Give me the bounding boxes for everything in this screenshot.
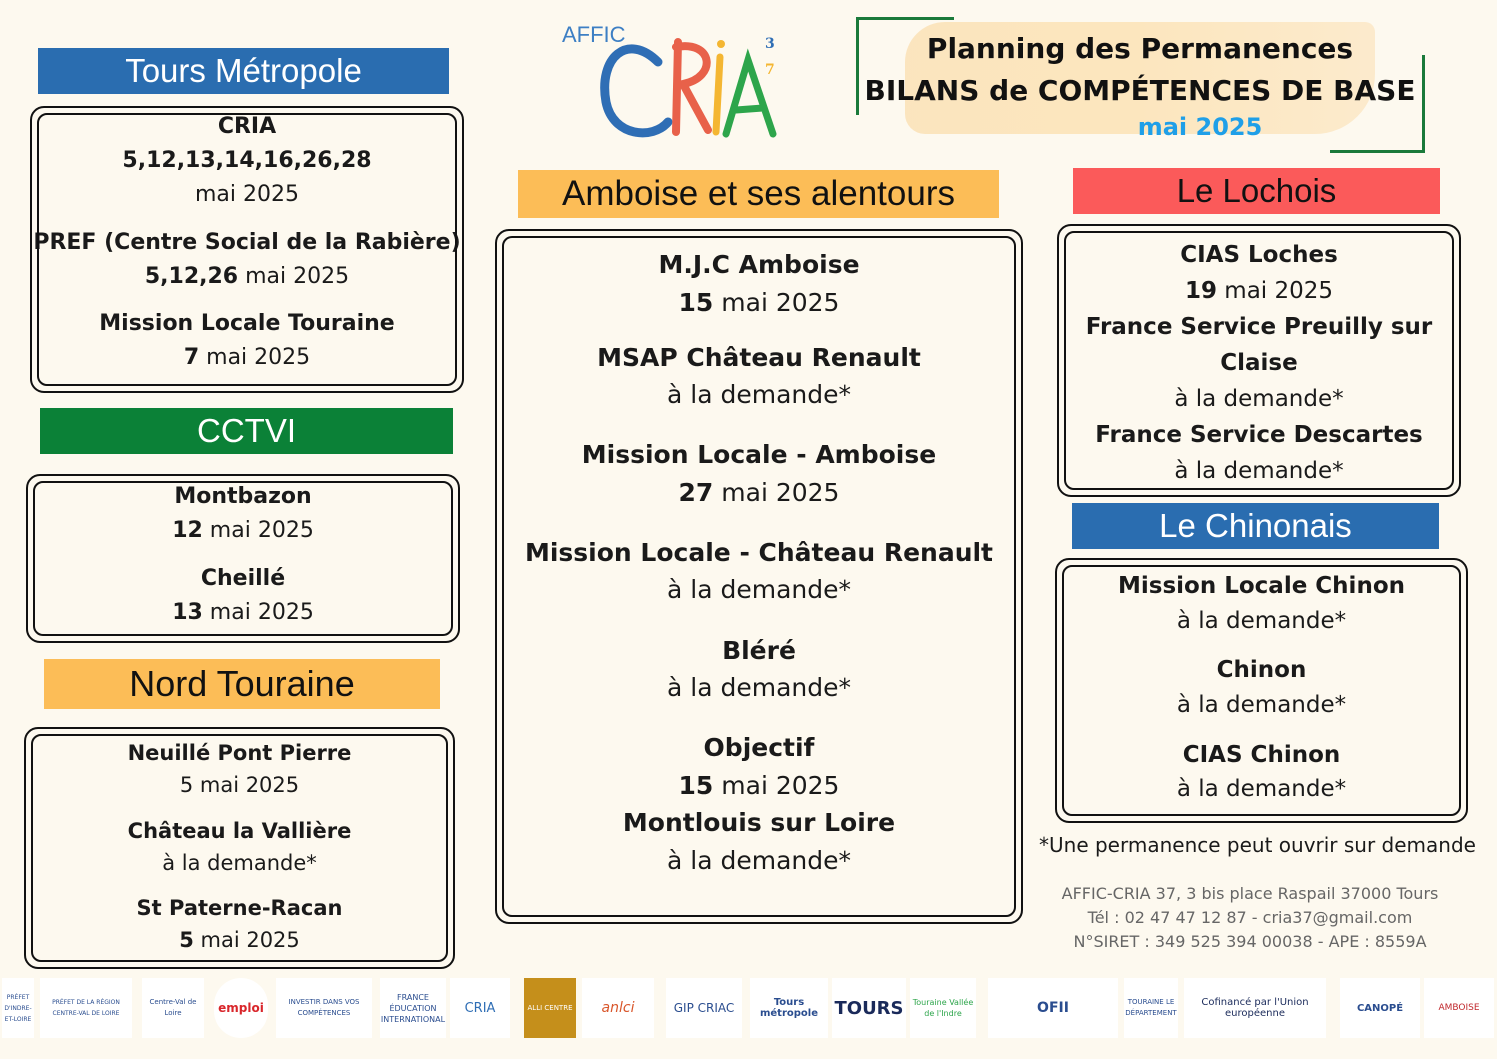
lochois-header: Le Lochois <box>1073 168 1440 214</box>
amboise-mla-name: Mission Locale - Amboise <box>581 440 937 469</box>
tours-pref-name: PREF (Centre Social de la Rabière) <box>33 230 461 255</box>
tours-metropole-header: Tours Métropole <box>38 48 449 94</box>
cctvi-box <box>26 474 460 643</box>
logo-prefix: AFFIC <box>562 22 626 47</box>
page-month: mai 2025 <box>1137 113 1263 141</box>
chinonais-mlc-date: à la demande* <box>1176 608 1347 634</box>
lochois-preuilly-name-2: Claise <box>1220 350 1298 376</box>
partner-logo-canope: CANOPÉ <box>1340 978 1420 1038</box>
amboise-blere-date: à la demande* <box>667 673 851 702</box>
lochois-descartes-date: à la demande* <box>1174 458 1344 484</box>
partner-logo-cria: CRIA <box>450 978 510 1038</box>
cctvi-montbazon-name: Montbazon <box>174 484 312 509</box>
partner-logo-anlci: anlci <box>582 978 654 1038</box>
nord-neuille-name: Neuillé Pont Pierre <box>127 741 352 765</box>
amboise-mjc-date: 15 mai 2025 <box>678 288 840 317</box>
lochois-preuilly-date: à la demande* <box>1174 386 1344 412</box>
nord-paterne-date: 5 mai 2025 <box>179 928 300 952</box>
page-subtitle: BILANS de COMPÉTENCES DE BASE <box>864 74 1416 107</box>
logo-num-3: 3 <box>765 36 775 52</box>
amboise-msap-date: à la demande* <box>667 380 851 409</box>
amboise-box <box>495 229 1023 924</box>
nord-touraine-header: Nord Touraine <box>44 659 440 709</box>
lochois-preuilly-name: France Service Preuilly sur <box>1085 314 1433 340</box>
partner-logo-tours-metropole: Tours métropole <box>750 978 828 1038</box>
partner-logo-ofii: OFII <box>988 978 1118 1038</box>
partner-logo-alli-centre: ALLI CENTRE <box>524 978 576 1038</box>
partner-logo-gip-criac: GIP CRIAC <box>666 978 742 1038</box>
chinonais-chinon-name: Chinon <box>1216 657 1307 683</box>
cria-logo <box>558 22 788 147</box>
footnote: *Une permanence peut ouvrir sur demande <box>1039 833 1476 857</box>
nord-chateau-name: Château la Vallière <box>127 819 352 843</box>
lochois-cias-date: 19 mai 2025 <box>1184 278 1334 304</box>
amboise-montlouis-date: à la demande* <box>667 846 851 875</box>
page-title: Planning des Permanences <box>926 32 1354 65</box>
contact-address: AFFIC-CRIA 37, 3 bis place Raspail 37000 Tours <box>1061 884 1439 903</box>
amboise-mla-date: 27 mai 2025 <box>678 478 840 507</box>
amboise-msap-name: MSAP Château Renault <box>597 343 921 372</box>
partner-logo-france-education: FRANCE ÉDUCATION INTERNATIONAL <box>380 978 446 1038</box>
nord-touraine-box <box>24 727 455 969</box>
nord-paterne-name: St Paterne-Racan <box>136 896 343 920</box>
partner-logo-prefet-region: PRÉFET DE LA RÉGION CENTRE-VAL DE LOIRE <box>40 978 132 1038</box>
chinonais-box <box>1055 558 1468 823</box>
tours-metropole-box <box>30 106 464 393</box>
tours-cria-dates: 5,12,13,14,16,26,28 <box>122 148 372 173</box>
partner-logo-centre-val-de-loire: Centre-Val de Loire <box>142 978 204 1038</box>
chinonais-header: Le Chinonais <box>1072 503 1439 549</box>
lochois-cias-name: CIAS Loches <box>1180 242 1338 268</box>
tours-cria-name: CRIA <box>217 114 277 139</box>
partner-logo-investir-competences: INVESTIR DANS VOS COMPÉTENCES <box>276 978 372 1038</box>
amboise-objectif-name: Objectif <box>703 733 815 762</box>
contact-phone-email: Tél : 02 47 47 12 87 - cria37@gmail.com <box>1087 908 1413 927</box>
amboise-header: Amboise et ses alentours <box>518 170 999 218</box>
amboise-blere-name: Bléré <box>722 636 796 665</box>
cria-letters-graphic <box>558 22 788 147</box>
tours-ml-date: 7 mai 2025 <box>183 345 311 370</box>
tours-pref-date: 5,12,26 mai 2025 <box>144 264 350 289</box>
contact-siret: N°SIRET : 349 525 394 00038 - APE : 8559A <box>1073 932 1427 951</box>
nord-neuille-date: 5 mai 2025 <box>179 773 300 797</box>
cctvi-header: CCTVI <box>40 408 453 454</box>
chinonais-mlc-name: Mission Locale Chinon <box>1117 573 1405 599</box>
partner-logo-amboise: AMBOISE <box>1424 978 1494 1038</box>
partner-logo-touraine-vallee-indre: Touraine Vallée de l'Indre <box>910 978 976 1038</box>
amboise-montlouis-name: Montlouis sur Loire <box>622 808 896 837</box>
amboise-objectif-date: 15 mai 2025 <box>678 771 840 800</box>
amboise-mjc-name: M.J.C Amboise <box>658 250 860 279</box>
partner-logo-touraine-departement: TOURAINE LE DÉPARTEMENT <box>1124 978 1178 1038</box>
lochois-descartes-name: France Service Descartes <box>1095 422 1423 448</box>
chinonais-cias-date: à la demande* <box>1176 776 1347 802</box>
partner-logo-prefet-indre: PRÉFET D'INDRE-ET-LOIRE <box>2 978 34 1038</box>
logo-num-7: 7 <box>765 62 775 78</box>
partner-logo-union-europeenne: Cofinancé par l'Union européenne <box>1184 978 1326 1038</box>
tours-cria-month: mai 2025 <box>194 182 299 207</box>
tours-ml-name: Mission Locale Touraine <box>99 311 395 336</box>
nord-chateau-date: à la demande* <box>162 851 317 875</box>
amboise-mlcr-name: Mission Locale - Château Renault <box>524 538 994 567</box>
amboise-mlcr-date: à la demande* <box>667 575 851 604</box>
partner-logo-ville-tours: TOURS <box>832 978 906 1038</box>
lochois-box <box>1057 224 1461 497</box>
partner-logo-emploi: emploi <box>214 978 268 1038</box>
cctvi-montbazon-date: 12 mai 2025 <box>172 518 314 543</box>
cctvi-cheille-name: Cheillé <box>200 566 286 591</box>
chinonais-cias-name: CIAS Chinon <box>1182 742 1341 768</box>
partner-logos-strip <box>0 978 1497 1038</box>
cctvi-cheille-date: 13 mai 2025 <box>172 600 314 625</box>
chinonais-chinon-date: à la demande* <box>1176 692 1347 718</box>
